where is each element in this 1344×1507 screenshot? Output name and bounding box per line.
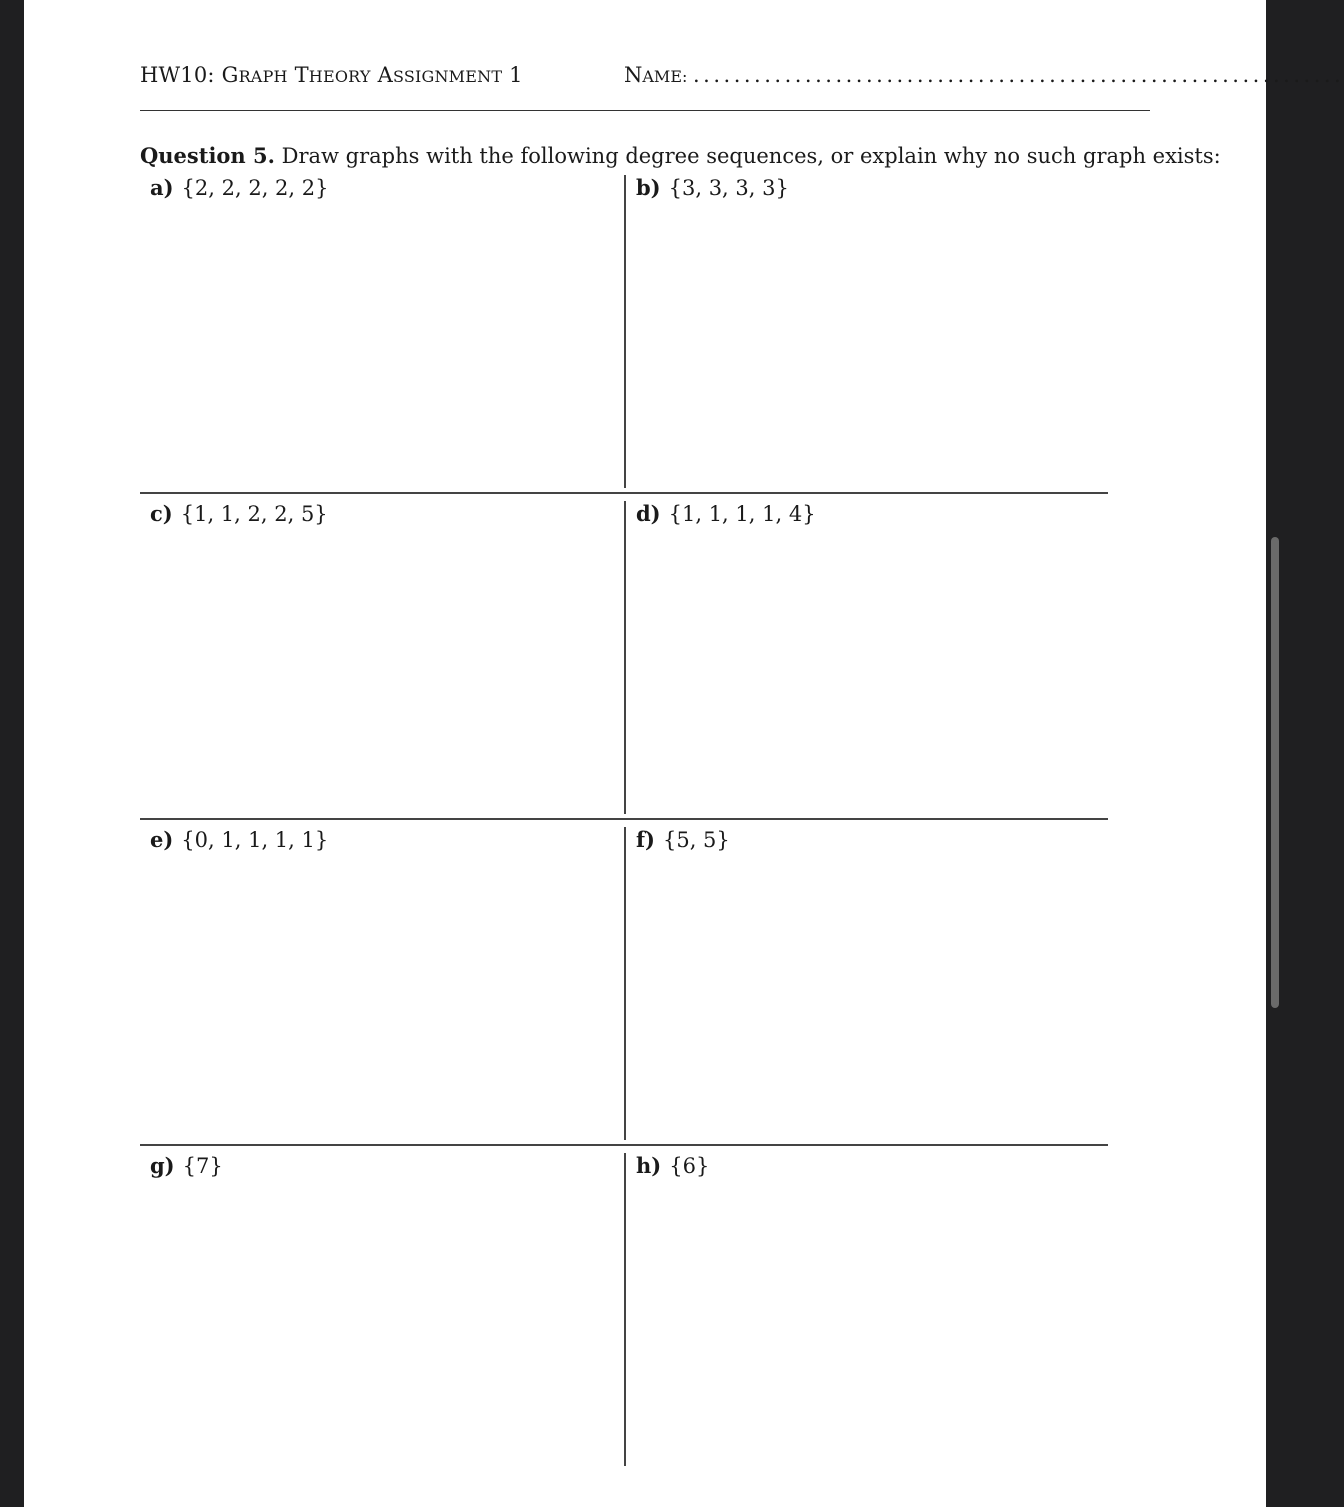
- row-divider: [140, 818, 1108, 820]
- row-divider: [140, 1144, 1108, 1146]
- item-f: f) {5, 5}: [636, 827, 730, 852]
- item-c: c) {1, 1, 2, 2, 5}: [150, 501, 328, 526]
- name-label: NAME:: [624, 63, 688, 87]
- column-divider: [624, 175, 626, 488]
- item-a: a) {2, 2, 2, 2, 2}: [150, 175, 329, 200]
- row-divider: [140, 492, 1108, 494]
- question-text: Draw graphs with the following degree sequences, or explain why no such graph exists:: [281, 144, 1221, 168]
- header-rule: [140, 110, 1150, 111]
- assignment-title: HW10: GRAPH THEORY ASSIGNMENT 1: [140, 63, 523, 87]
- item-g: g) {7}: [150, 1153, 223, 1178]
- column-divider: [624, 501, 626, 814]
- question-prompt: [140, 143, 1221, 168]
- column-divider: [624, 827, 626, 1140]
- column-divider: [624, 1153, 626, 1466]
- item-d: d) {1, 1, 1, 1, 4}: [636, 501, 816, 526]
- item-h: h) {6}: [636, 1153, 710, 1178]
- scrollbar[interactable]: [1271, 537, 1279, 1008]
- name-field-dots: ................................................................: [693, 63, 1344, 87]
- document-page: [24, 0, 1344, 1507]
- item-b: b) {3, 3, 3, 3}: [636, 175, 789, 200]
- item-e: e) {0, 1, 1, 1, 1}: [150, 827, 329, 852]
- question-label: Question 5.: [140, 143, 275, 168]
